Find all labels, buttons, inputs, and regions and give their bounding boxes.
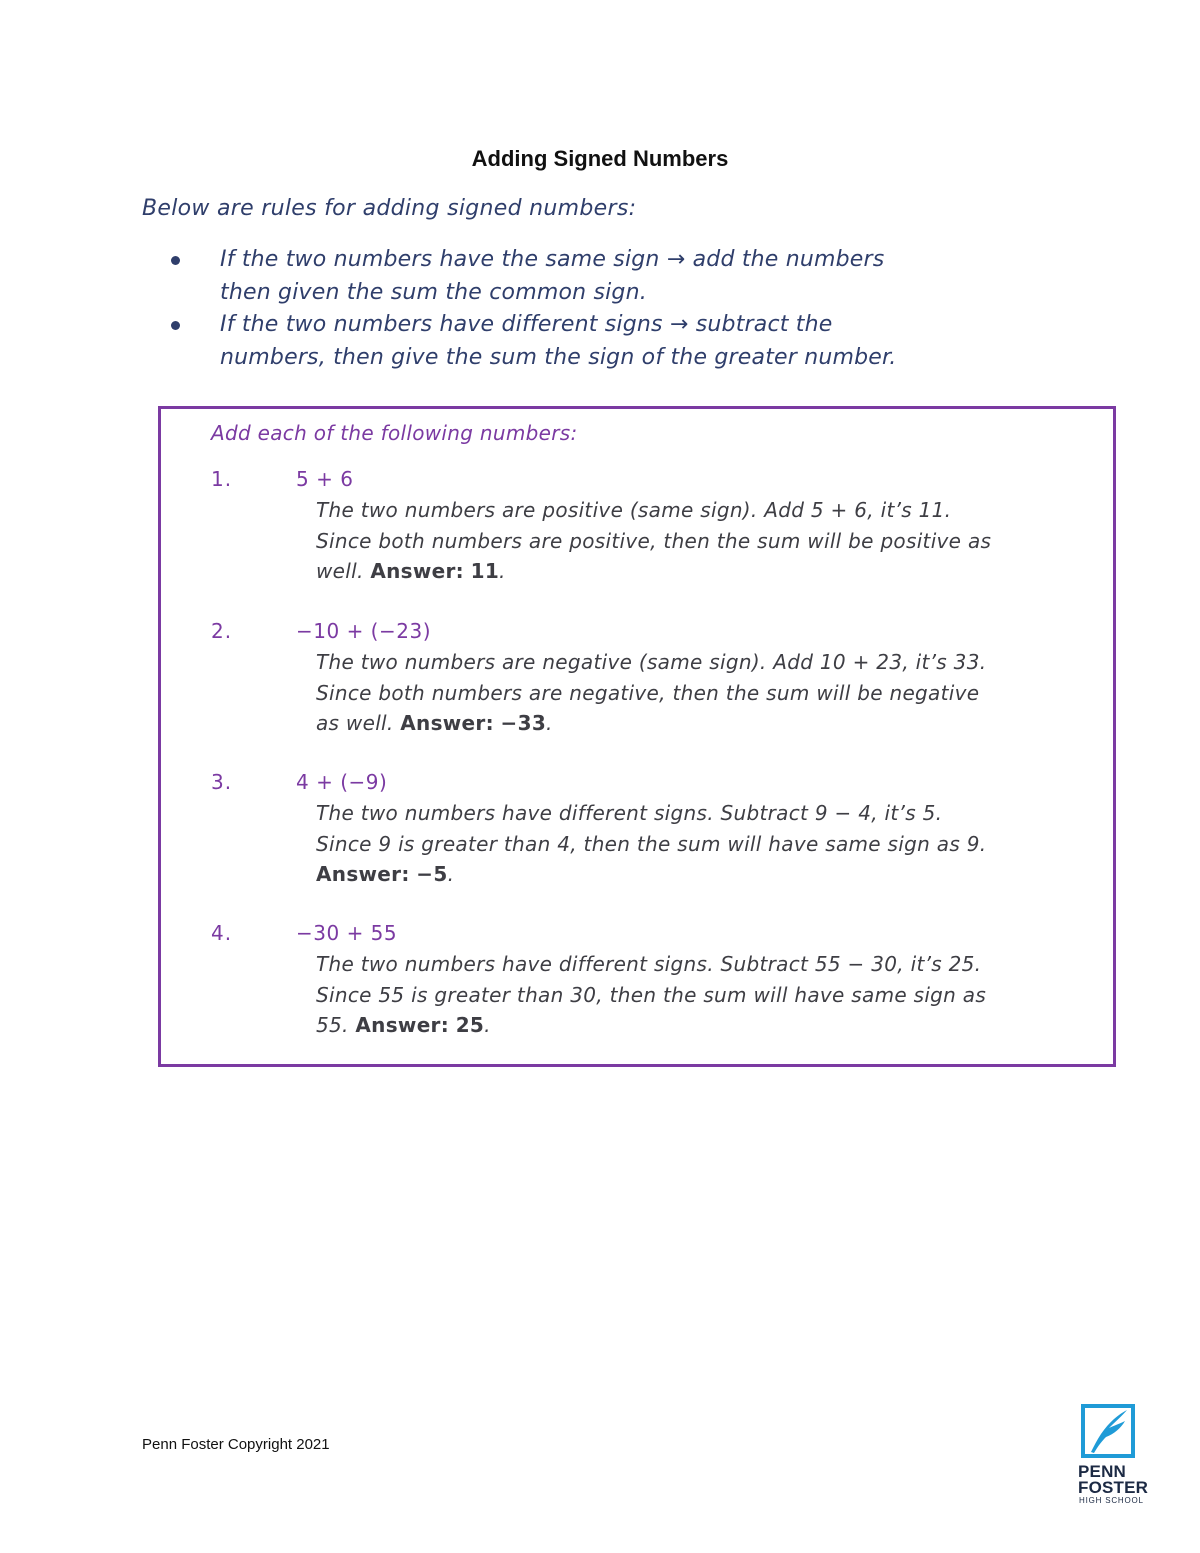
rule-text: If the two numbers have different signs — [220, 312, 663, 337]
rules-list — [168, 244, 1048, 374]
rule-text: If the two numbers have the same sign — [220, 247, 660, 272]
rule-text: then given the sum the common sign. — [220, 279, 647, 305]
answer-label: Answer: — [370, 559, 464, 583]
explanation-line: The two numbers have different signs. Subtract 55 − 30, it’s 25. — [316, 952, 982, 976]
answer-end: . — [546, 711, 553, 735]
explanation-line: The two numbers are negative (same sign). Add 10 + 23, it’s 33. — [316, 650, 987, 674]
explanation-line: Since both numbers are negative, then the sum will be negative — [316, 680, 980, 705]
answer-label: Answer: — [316, 862, 410, 886]
explanation-line: The two numbers are positive (same sign). Add 5 + 6, it’s 11. — [316, 498, 952, 522]
problem-expression: −10 + (−23) — [296, 619, 431, 643]
problem-explanation — [316, 495, 1106, 587]
arrow-icon: → — [666, 247, 686, 272]
explanation-line: Since 9 is greater than 4, then the sum will have same sign as 9. — [316, 831, 987, 856]
explanation-line: The two numbers have different signs. Subtract 9 − 4, it’s 5. — [316, 801, 943, 825]
answer-label: Answer: — [400, 711, 494, 735]
problem-number: 2. — [211, 619, 233, 643]
explanation-line: as well. — [316, 711, 394, 735]
explanation-line: Since both numbers are positive, then the sum will be positive as — [316, 528, 992, 553]
logo-line-2: FOSTER — [1078, 1478, 1149, 1497]
explanation-line: Since 55 is greater than 30, then the sum will have same sign as — [316, 982, 987, 1007]
bullet-icon — [171, 321, 180, 330]
problem-explanation — [316, 798, 1106, 890]
answer-value: −5 — [416, 862, 448, 886]
rule-text: add the numbers — [692, 247, 885, 272]
problem-explanation — [316, 647, 1106, 739]
answer-value: −33 — [500, 711, 547, 735]
problem-number: 3. — [211, 770, 233, 794]
answer-label: Answer: — [355, 1013, 450, 1037]
problem-expression: 5 + 6 — [296, 467, 354, 491]
logo-line-1: PENN — [1078, 1462, 1127, 1481]
quill-icon — [1081, 1404, 1135, 1458]
examples-heading: Add each of the following numbers: — [211, 421, 578, 445]
rule-text: subtract the — [695, 312, 833, 337]
examples-box — [158, 406, 1116, 1067]
page-title: Adding Signed Numbers — [471, 146, 729, 171]
rule-same-sign — [168, 244, 1048, 309]
explanation-line: 55. — [316, 1013, 349, 1037]
explanation-line: well. — [316, 559, 364, 583]
logo-subtitle: HIGH SCHOOL — [1079, 1496, 1144, 1505]
answer-value: 25 — [455, 1013, 485, 1037]
footer-copyright: Penn Foster Copyright 2021 — [142, 1436, 330, 1453]
bullet-icon — [171, 256, 180, 265]
penn-foster-logo — [1078, 1404, 1158, 1514]
intro-text: Below are rules for adding signed numbers: — [142, 196, 637, 221]
rule-text: numbers, then give the sum the sign of the greater number. — [220, 344, 897, 370]
problem-expression: 4 + (−9) — [296, 770, 388, 794]
answer-value: 11 — [470, 559, 500, 583]
problem-number: 1. — [211, 467, 233, 491]
arrow-icon: → — [669, 312, 689, 337]
answer-end: . — [499, 559, 506, 583]
problem-expression: −30 + 55 — [296, 921, 398, 945]
answer-end: . — [484, 1013, 491, 1037]
answer-end: . — [447, 862, 455, 886]
problem-number: 4. — [211, 921, 233, 945]
rule-different-signs — [168, 309, 1048, 374]
problem-explanation — [316, 949, 1106, 1041]
